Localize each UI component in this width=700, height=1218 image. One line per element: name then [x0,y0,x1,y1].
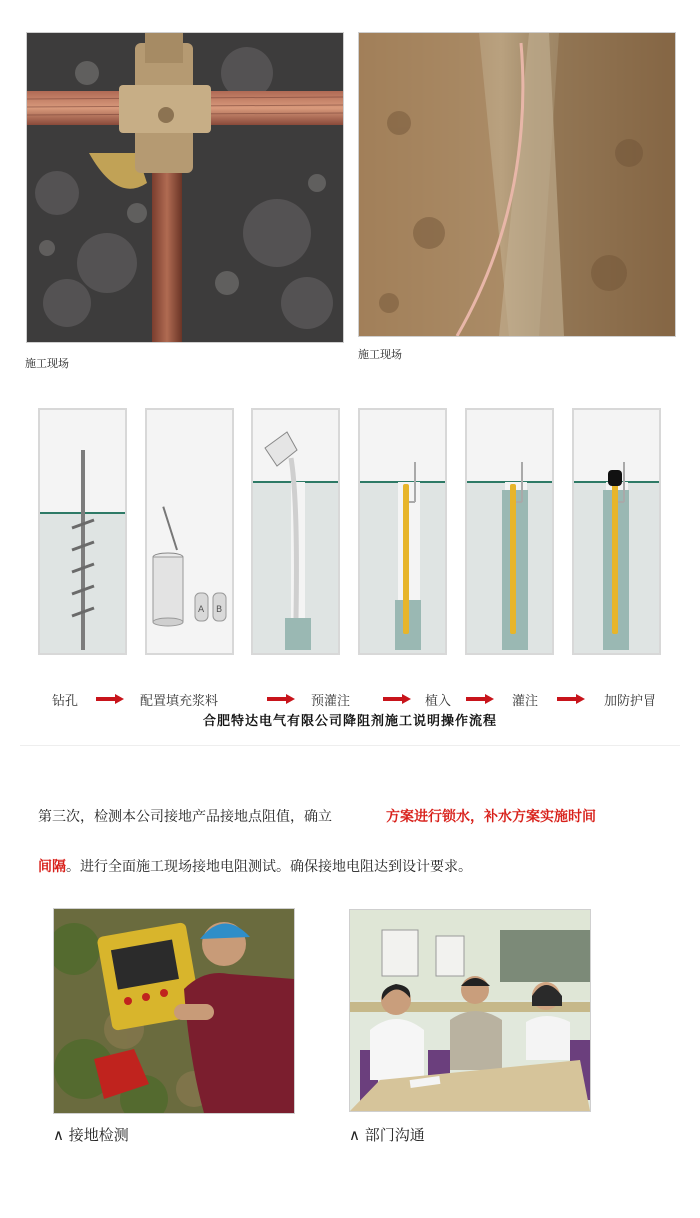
photo-trench [358,32,676,337]
step-panel-mix-slurry [145,408,234,655]
photo-ground-testing [53,908,295,1114]
container-label-b: B [216,605,223,615]
step-label-insert: 植入 [425,694,452,709]
paragraph-highlight: 方案进行锁水，补水方案实施时间 [386,809,596,825]
step-label-mix-slurry: 配置填充浆料 [140,694,219,709]
step-panel-protective-cap [572,408,661,655]
photo-caption: ∧ 部门沟通 [349,1126,425,1144]
arrow-right-icon [383,694,411,704]
paragraph-highlight: 间隔 [38,859,66,875]
arrow-right-icon [96,694,124,704]
step-label-protective-cap: 加防护冒 [604,694,657,709]
arrow-right-icon [466,694,494,704]
photo-department-meeting [349,909,591,1112]
step-label-pour: 灌注 [512,694,539,709]
photo-copper-clamp [26,32,344,343]
paragraph-line-2 [38,856,472,876]
arrow-right-icon [267,694,295,704]
divider [20,745,680,746]
paragraph-text: 。进行全面施工现场接地电阻测试。确保接地电阻达到设计要求。 [66,859,472,875]
photo-caption: 施工现场 [358,348,402,361]
step-panel-drilling [38,408,127,655]
arrow-right-icon [557,694,585,704]
process-title: 合肥特达电气有限公司降阻剂施工说明操作流程 [202,714,497,729]
step-label-pre-pour: 预灌注 [311,694,351,709]
photo-caption: ∧ 接地检测 [53,1126,129,1144]
step-label-drilling: 钻孔 [52,694,79,709]
step-panel-insert [358,408,447,655]
paragraph-line-1 [38,806,596,826]
step-panel-pour [465,408,554,655]
paragraph-text: 第三次，检测本公司接地产品接地点阻值，确立 [38,809,332,825]
step-panel-pre-pour [251,408,340,655]
photo-caption: 施工现场 [25,357,69,370]
container-label-a: A [198,605,205,615]
